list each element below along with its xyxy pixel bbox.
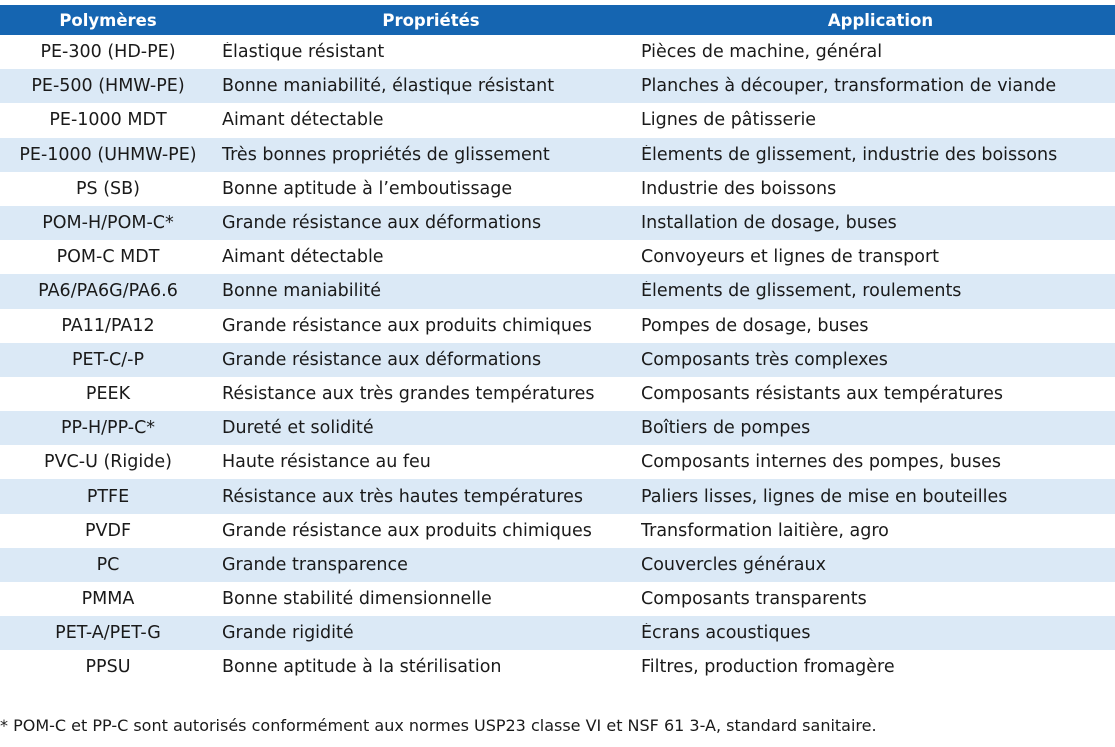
cell-property: Très bonnes propriétés de glissement bbox=[222, 144, 550, 165]
table-row bbox=[0, 343, 1115, 377]
table-row bbox=[0, 240, 1115, 274]
cell-application: Industrie des boissons bbox=[641, 178, 837, 199]
cell-application: Composants très complexes bbox=[641, 349, 888, 370]
cell-application: Élements de glissement, roulements bbox=[641, 281, 962, 302]
cell-polymer: PA11/PA12 bbox=[61, 315, 155, 336]
cell-polymer: PTFE bbox=[86, 486, 130, 507]
polymer-table bbox=[0, 5, 1115, 685]
cell-polymer: PS (SB) bbox=[76, 178, 140, 199]
cell-property: Résistance aux très hautes températures bbox=[222, 486, 584, 507]
cell-application: Paliers lisses, lignes de mise en bouteilles bbox=[641, 486, 1008, 507]
cell-application: Installation de dosage, buses bbox=[641, 213, 897, 234]
table-row bbox=[0, 616, 1115, 650]
cell-property: Dureté et solidité bbox=[222, 418, 374, 439]
cell-property: Bonne maniabilité bbox=[222, 281, 381, 302]
table-row bbox=[0, 650, 1115, 684]
cell-polymer: PE-300 (HD-PE) bbox=[40, 42, 176, 63]
cell-property: Grande rigidité bbox=[222, 623, 354, 644]
cell-polymer: PVC-U (Rigide) bbox=[44, 452, 172, 473]
cell-property: Grande résistance aux produits chimiques bbox=[222, 315, 592, 336]
cell-application: Pièces de machine, général bbox=[641, 42, 883, 63]
cell-application: Élements de glissement, industrie des boissons bbox=[641, 144, 1058, 165]
cell-property: Grande résistance aux produits chimiques bbox=[222, 520, 592, 541]
cell-property: Bonne aptitude à l’emboutissage bbox=[222, 178, 513, 199]
cell-polymer: POM-H/POM-C* bbox=[42, 213, 174, 234]
cell-property: Aimant détectable bbox=[222, 247, 384, 268]
header-polymers: Polymères bbox=[59, 10, 157, 30]
cell-property: Bonne stabilité dimensionnelle bbox=[222, 589, 492, 610]
cell-property: Bonne aptitude à la stérilisation bbox=[222, 657, 502, 678]
cell-application: Composants internes des pompes, buses bbox=[641, 452, 1002, 473]
cell-application: Écrans acoustiques bbox=[641, 623, 811, 644]
cell-property: Élastique résistant bbox=[222, 42, 385, 63]
cell-polymer: PA6/PA6G/PA6.6 bbox=[38, 281, 178, 302]
cell-polymer: PPSU bbox=[85, 657, 131, 678]
table-row bbox=[0, 582, 1115, 616]
cell-property: Grande résistance aux déformations bbox=[222, 349, 542, 370]
table-row bbox=[0, 309, 1115, 343]
cell-polymer: PP-H/PP-C* bbox=[60, 418, 156, 439]
table-row bbox=[0, 479, 1115, 513]
cell-property: Grande résistance aux déformations bbox=[222, 213, 542, 234]
table-row bbox=[0, 514, 1115, 548]
table-row bbox=[0, 206, 1115, 240]
cell-application: Boîtiers de pompes bbox=[641, 418, 811, 439]
cell-polymer: PVDF bbox=[84, 520, 132, 541]
cell-polymer: POM-C MDT bbox=[56, 247, 160, 268]
cell-property: Résistance aux très grandes températures bbox=[222, 383, 595, 404]
cell-polymer: PE-1000 (UHMW-PE) bbox=[19, 144, 197, 165]
table-row bbox=[0, 411, 1115, 445]
cell-property: Aimant détectable bbox=[222, 110, 384, 131]
cell-application: Lignes de pâtisserie bbox=[641, 110, 817, 131]
cell-application: Pompes de dosage, buses bbox=[641, 315, 869, 336]
table-row bbox=[0, 35, 1115, 69]
cell-application: Filtres, production fromagère bbox=[641, 657, 895, 678]
cell-property: Haute résistance au feu bbox=[222, 452, 431, 473]
header-properties: Propriétés bbox=[382, 10, 480, 30]
header-application: Application bbox=[827, 10, 934, 30]
cell-polymer: PC bbox=[96, 554, 120, 575]
table-header bbox=[0, 5, 1115, 35]
table-row bbox=[0, 172, 1115, 206]
cell-polymer: PMMA bbox=[81, 589, 135, 610]
table-row bbox=[0, 69, 1115, 103]
cell-application: Composants transparents bbox=[641, 589, 867, 610]
table-row bbox=[0, 445, 1115, 479]
cell-application: Convoyeurs et lignes de transport bbox=[641, 247, 940, 268]
table-row bbox=[0, 103, 1115, 137]
table-row bbox=[0, 138, 1115, 172]
table-row bbox=[0, 274, 1115, 308]
cell-property: Grande transparence bbox=[222, 554, 408, 575]
cell-polymer: PE-1000 MDT bbox=[49, 110, 167, 131]
cell-application: Planches à découper, transformation de viande bbox=[641, 76, 1057, 97]
cell-application: Couvercles généraux bbox=[641, 554, 826, 575]
cell-application: Composants résistants aux températures bbox=[641, 383, 1004, 404]
cell-polymer: PEEK bbox=[85, 383, 131, 404]
cell-property: Bonne maniabilité, élastique résistant bbox=[222, 76, 555, 97]
table-row bbox=[0, 548, 1115, 582]
cell-polymer: PE-500 (HMW-PE) bbox=[31, 76, 185, 97]
cell-application: Transformation laitière, agro bbox=[641, 520, 889, 541]
table-row bbox=[0, 377, 1115, 411]
cell-polymer: PET-A/PET-G bbox=[55, 623, 161, 644]
cell-polymer: PET-C/-P bbox=[72, 349, 144, 370]
footnote: * POM-C et PP-C sont autorisés conformément aux normes USP23 classe VI et NSF 61 3-A, standard sanitaire. bbox=[0, 716, 877, 735]
